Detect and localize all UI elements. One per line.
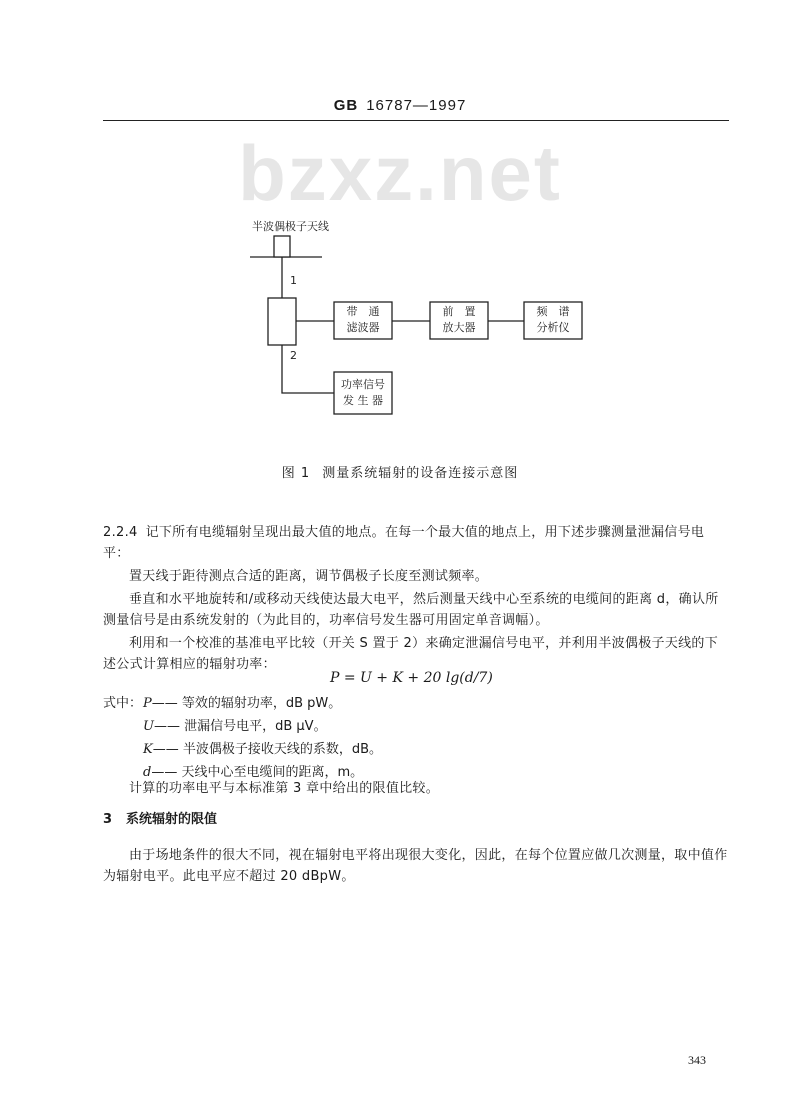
analyzer-line1: 频 谱 (536, 305, 570, 318)
standard-prefix: GB (333, 97, 359, 114)
spectrum-analyzer-label (524, 304, 582, 336)
paragraph-1: 置天线于距待测点合适的距离，调节偶极子长度至测试频率。 (129, 569, 489, 584)
diagram-lines (0, 0, 800, 470)
switch-box (268, 298, 296, 345)
section-number: 2.2.4 (103, 525, 138, 540)
section-3-number: 3 (103, 812, 113, 827)
page-number: 343 (688, 1053, 706, 1067)
preamp-line2: 放大器 (442, 321, 476, 334)
siggen-line2: 发 生 器 (343, 394, 383, 407)
preamp-label (430, 304, 488, 336)
bandpass-line1: 带 通 (346, 305, 380, 318)
section-text: 记下所有电缆辐射呈现出最大值的地点。在每一个最大值的地点上，用下述步骤测量泄漏信号电平： (103, 525, 705, 561)
paragraph-4: 计算的功率电平与本标准第 3 章中给出的限值比较。 (129, 781, 440, 796)
definition-k: K—— 半波偶极子接收天线的系数，dB。 (143, 742, 383, 757)
preamp-line1: 前 置 (442, 305, 476, 318)
connection-diagram (0, 0, 800, 470)
standard-number: 16787—1997 (366, 97, 467, 114)
figure-title: 测量系统辐射的设备连接示意图 (322, 466, 519, 481)
section-3-title: 系统辐射的限值 (126, 812, 218, 827)
antenna-feed-box (274, 236, 290, 257)
definition-u: U—— 泄漏信号电平，dB μV。 (143, 719, 327, 734)
bandpass-filter-label (334, 304, 392, 336)
port-1-label: 1 (290, 274, 297, 287)
figure-caption (0, 462, 800, 481)
where-prefix: 式中： (103, 696, 143, 711)
analyzer-line2: 分析仪 (536, 321, 570, 334)
figure-number: 图 1 (281, 466, 311, 481)
antenna-label: 半波偶极子天线 (252, 220, 329, 233)
definition-p: P—— 等效的辐射功率，dB pW。 (143, 696, 342, 711)
signal-generator-label (334, 377, 392, 409)
port-2-label: 2 (290, 349, 297, 362)
section-2-2-4 (103, 522, 730, 564)
paragraph-3: 利用和一个校准的基准电平比较（开关 S 置于 2）来确定泄漏信号电平，并利用半波偶极子天线的下述公式计算相应的辐射功率： (103, 636, 719, 672)
definition-d: d—— 天线中心至电缆间的距离，m。 (143, 765, 364, 780)
paragraph-5: 由于场地条件的很大不同，视在辐射电平将出现很大变化，因此，在每个位置应做几次测量，取中值作为辐射电平。此电平应不超过 20 dBpW。 (103, 848, 728, 884)
watermark-logo: bzxz.net (238, 129, 562, 217)
section-3-heading (103, 808, 217, 827)
siggen-line1: 功率信号 (341, 378, 385, 391)
radiation-formula: P = U + K + 20 lg(d/7) (330, 670, 493, 686)
paragraph-2: 垂直和水平地旋转和/或移动天线使达最大电平，然后测量天线中心至系统的电缆间的距离 d，确认所测量信号是由系统发射的（为此目的，功率信号发生器可用固定单音调幅）。 (103, 592, 719, 628)
bandpass-line2: 滤波器 (346, 321, 380, 334)
